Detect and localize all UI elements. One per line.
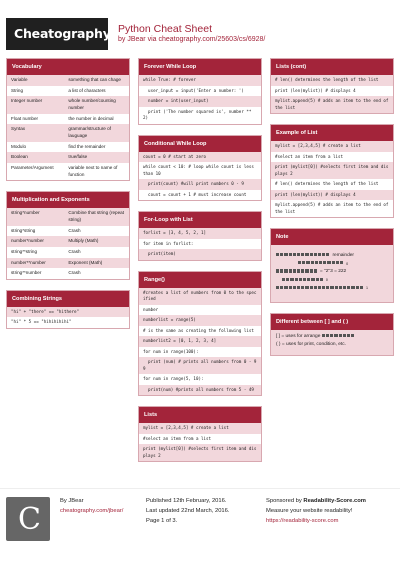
note-row-2b [276, 278, 388, 283]
vocabulary-row [7, 124, 129, 141]
footer [0, 488, 400, 566]
definition-cell: whole number/counting number [64, 96, 129, 113]
logo-text: Cheatography [14, 26, 111, 41]
code-line: user_input = input('Enter a number: ') [139, 86, 261, 97]
code-block [7, 307, 129, 328]
note-row-3 [276, 286, 388, 291]
section-title: Conditional While Loop [139, 136, 261, 152]
code-line: numberlist2 = [0, 1, 2, 3, 4] [139, 336, 261, 347]
code-line: print (len(mylist)) # displays 4 [271, 86, 393, 97]
term-cell: string*string [7, 226, 64, 237]
code-block [139, 152, 261, 201]
vocabulary-row [7, 163, 129, 180]
sponsor-tagline: Measure your website readability! [266, 507, 353, 514]
redacted-glyphs [322, 334, 356, 339]
code-line: #creates a list of numbers from 0 to the specified [139, 288, 261, 305]
column-1 [6, 58, 130, 339]
term-cell: Syntax [7, 124, 64, 141]
note-text: = "2"3 = 222 [319, 269, 347, 275]
multiplication-section [6, 191, 130, 280]
code-block [139, 288, 261, 396]
footer-author [60, 497, 123, 517]
note-subscript: 1 [365, 286, 368, 291]
code-line: count = count + 1 # must increase count [139, 190, 261, 201]
section-title: Vocabulary [7, 59, 129, 75]
definition-cell: the number in decimal [64, 114, 129, 125]
code-line: count = 0 # start at zero [139, 152, 261, 163]
definition-cell: a list of characters [64, 86, 129, 97]
redacted-glyphs [298, 261, 344, 266]
definition-cell: Crash [64, 247, 129, 258]
code-line: for item in forlist: [139, 239, 261, 250]
difference-line-1 [276, 333, 388, 341]
author-url-link[interactable]: cheatography.com/jbear/ [60, 507, 124, 514]
lists-cont-section [270, 58, 394, 114]
definition-cell: grammar/structure of lauguage [64, 124, 129, 141]
code-block [139, 75, 261, 124]
code-line: number = int(user_input) [139, 96, 261, 107]
term-cell: Integer number [7, 96, 64, 113]
definition-cell: true/false [64, 152, 129, 163]
combining-strings-section [6, 290, 130, 329]
code-line: mylist.append(5) # adds an item to the end of the list [271, 200, 393, 217]
code-line: "hi" + "there" == "hithere" [7, 307, 129, 318]
multiplication-table [7, 208, 129, 279]
code-line: #select an item from a list [271, 152, 393, 163]
section-title: Lists (cont) [271, 59, 393, 75]
multiplication-row [7, 208, 129, 225]
conditional-loop-section [138, 135, 262, 202]
logo-letter: C [18, 502, 41, 537]
term-cell: Variable [7, 75, 64, 86]
lists-section [138, 406, 262, 462]
definition-cell: Exponent (Math) [64, 258, 129, 269]
published-date: Published 12th February, 2016. [146, 498, 227, 504]
example-list-section [270, 124, 394, 218]
sponsor-prefix: Sponsored by [266, 498, 304, 504]
difference-body [271, 330, 393, 355]
page-title: Python Cheat Sheet [118, 23, 212, 35]
code-line: #select an item from a list [139, 434, 261, 445]
code-line: "hi" * 5 == "hihihihihi" [7, 317, 129, 328]
note-section [270, 228, 394, 303]
code-block [271, 75, 393, 113]
multiplication-row [7, 258, 129, 269]
section-title: Different between [ ] and ( ) [271, 314, 393, 330]
vocabulary-row [7, 142, 129, 153]
term-cell: Float number [7, 114, 64, 125]
page-number: Page 1 of 3. [146, 517, 178, 524]
multiplication-row [7, 247, 129, 258]
range-section [138, 271, 262, 397]
by-prefix: By [60, 498, 69, 504]
multiplication-row [7, 226, 129, 237]
section-title: Range() [139, 272, 261, 288]
for-loop-section [138, 211, 262, 261]
section-title: Forever While Loop [139, 59, 261, 75]
note-subscript: 0 [325, 278, 328, 283]
footer-sponsor [266, 497, 366, 527]
byline-prefix: by [118, 36, 128, 43]
code-line: print (mylist[0]) #selects first item and displays 2 [271, 162, 393, 179]
code-line: numberlist = range(5) [139, 315, 261, 326]
sponsor-line [266, 497, 366, 507]
vocabulary-row [7, 152, 129, 163]
code-line: while True: # forever [139, 75, 261, 86]
code-line: print(count) #will print numbers 0 - 9 [139, 179, 261, 190]
author-link[interactable]: JBear [127, 36, 146, 43]
code-block [271, 141, 393, 217]
vocabulary-row [7, 75, 129, 86]
note-subscript: 0 [346, 261, 349, 266]
multiplication-row [7, 268, 129, 279]
code-block [139, 423, 261, 461]
sponsor-name[interactable]: Readability-Score.com [303, 498, 366, 504]
code-line: print(item) [139, 249, 261, 260]
code-line: while count < 10: # loop while count is less than 10 [139, 162, 261, 179]
term-cell: string**number [7, 268, 64, 279]
note-text: remainder [332, 253, 355, 259]
code-line: print(num) #prints all numbers from 5 - 49 [139, 385, 261, 396]
code-line: mylist = [2,3,4,5] # create a list [139, 423, 261, 434]
updated-date: Last updated 22nd March, 2016. [146, 507, 230, 514]
note-row-1b [276, 261, 388, 266]
term-cell: Modulo [7, 142, 64, 153]
author-name[interactable]: JBear [68, 498, 84, 504]
definition-cell: variable next to name of function [64, 163, 129, 180]
redacted-glyphs [276, 253, 330, 258]
term-cell: String [7, 86, 64, 97]
code-line: print (num) # prints all numbers from 0 - 99 [139, 357, 261, 374]
code-line: # len() determines the length of the list [271, 75, 393, 86]
vocabulary-section [6, 58, 130, 181]
code-line: mylist = [2,3,4,5] # create a list [271, 141, 393, 152]
difference-line-2: ( ) = uses for print, condition, etc. [276, 342, 346, 348]
difference-section [270, 313, 394, 356]
definition-cell: find the remainder [64, 142, 129, 153]
cheatography-logo[interactable] [6, 18, 111, 50]
code-line: for num in range(5, 10): [139, 374, 261, 385]
code-line: # is the same as creating the following list [139, 326, 261, 337]
definition-cell: Combine that string (repeat string) [64, 208, 129, 225]
section-title: For-Loop with List [139, 212, 261, 228]
section-title: Combining Strings [7, 291, 129, 307]
code-line: forlist = [3, 4, 5, 2, 1] [139, 228, 261, 239]
column-2 [138, 58, 262, 472]
code-line: for num in range(100): [139, 347, 261, 358]
term-cell: string*number [7, 208, 64, 225]
footer-by-line [60, 497, 123, 507]
multiplication-row [7, 236, 129, 247]
code-line: print (len(mylist)) # displays 4 [271, 190, 393, 201]
sponsor-url-link[interactable]: https://readability-score.com [266, 517, 339, 524]
definition-cell: Crash [64, 268, 129, 279]
section-title: Lists [139, 407, 261, 423]
cheatography-c-logo[interactable] [6, 497, 50, 541]
code-line: print (mylist[0]) #selects first item and displays 2 [139, 444, 261, 461]
byline [118, 36, 265, 43]
difference-text: [ ] = uses for arrange [276, 333, 321, 339]
redacted-glyphs [282, 278, 324, 283]
definition-cell: Crash [64, 226, 129, 237]
code-block [139, 228, 261, 260]
byline-via: via [145, 36, 159, 43]
redacted-glyphs [276, 286, 364, 291]
vocabulary-table [7, 75, 129, 180]
footer-publish-info [146, 497, 229, 527]
section-title: Multiplication and Exponents [7, 192, 129, 208]
note-row-2 [276, 269, 388, 274]
sheet-url-link[interactable]: cheatography.com/25603/cs/6928/ [158, 36, 266, 43]
column-3 [270, 58, 394, 366]
term-cell: Boolean [7, 152, 64, 163]
term-cell: Parameter/Argument [7, 163, 64, 180]
vocabulary-row [7, 86, 129, 97]
code-line: # len() determines the length of the list [271, 179, 393, 190]
note-body [271, 245, 393, 302]
term-cell: number**number [7, 258, 64, 269]
header [0, 0, 400, 52]
term-cell: string**string [7, 247, 64, 258]
forever-loop-section [138, 58, 262, 125]
code-line: print ('The number squared is', number ** 2) [139, 107, 261, 124]
definition-cell: Multiply (Math) [64, 236, 129, 247]
term-cell: number*number [7, 236, 64, 247]
note-row-1 [276, 253, 388, 258]
code-line: mylist.append(5) # adds an item to the end of the list [271, 96, 393, 113]
redacted-glyphs [276, 269, 318, 274]
definition-cell: something that can chage [64, 75, 129, 86]
vocabulary-row [7, 96, 129, 113]
section-title: Example of List [271, 125, 393, 141]
vocabulary-row [7, 114, 129, 125]
code-line: number [139, 305, 261, 316]
section-title: Note [271, 229, 393, 245]
